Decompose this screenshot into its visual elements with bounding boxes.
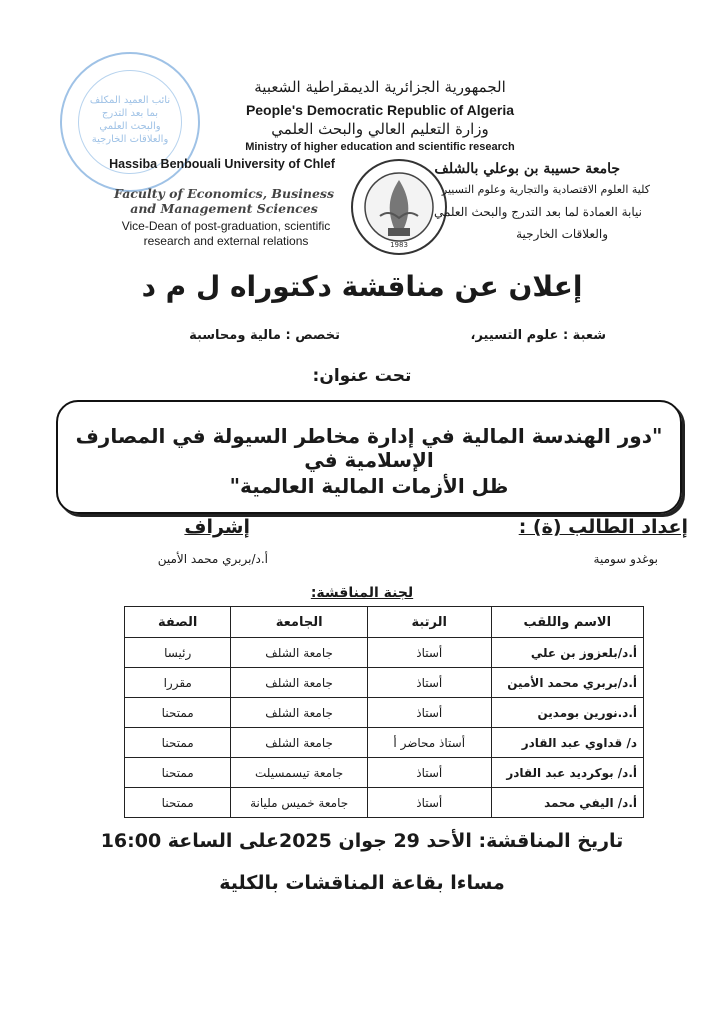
thesis-title-line2: ظل الأزمات المالية العالمية" xyxy=(229,474,509,498)
supervision-label: إشراف xyxy=(184,516,250,538)
member-rank: أستاذ xyxy=(367,668,491,698)
table-row xyxy=(125,758,644,788)
table-row xyxy=(125,668,644,698)
member-name: أ.د/ بوكرديد عبد القادر xyxy=(491,758,643,788)
member-name: أ.د.نورين بومدين xyxy=(491,698,643,728)
committee-header-row xyxy=(125,607,644,638)
faculty-en: Faculty of Economics, Business and Management Sciences xyxy=(114,186,334,216)
member-university: جامعة الشلف xyxy=(231,668,368,698)
member-rank: أستاذ محاضر أ xyxy=(367,728,491,758)
defense-place: مساءا بقاعة المناقشات بالكلية xyxy=(219,872,505,894)
republic-ar: الجمهورية الجزائرية الديمقراطية الشعبية xyxy=(254,78,506,96)
thesis-title-line1: "دور الهندسة المالية في إدارة مخاطر السيولة في المصارف الإسلامية في xyxy=(75,424,663,472)
branch-label: شعبة : علوم التسيير، xyxy=(470,328,606,343)
ministry-ar: وزارة التعليم العالي والبحث العلمي xyxy=(271,120,489,138)
member-rank: أستاذ xyxy=(367,638,491,668)
vicedean-ar-line1: نيابة العمادة لما بعد التدرج والبحث العلمي xyxy=(433,205,642,219)
header-role: الصفة xyxy=(125,607,231,638)
member-rank: أستاذ xyxy=(367,698,491,728)
member-rank: أستاذ xyxy=(367,758,491,788)
stamp-text: نائب العميد المكلف بما بعد التدرج والبحث العلمي والعلاقات الخارجية xyxy=(89,95,171,145)
member-university: جامعة تيسمسيلت xyxy=(231,758,368,788)
committee-table xyxy=(124,606,644,818)
student-name: بوغدو سومية xyxy=(593,552,658,566)
member-university: جامعة الشلف xyxy=(231,638,368,668)
supervisor-name: أ.د/بربري محمد الأمين xyxy=(157,552,268,566)
header-rank: الرتبة xyxy=(367,607,491,638)
specialty-label: تخصص : مالية ومحاسبة xyxy=(189,328,340,343)
vicedean-en: Vice-Dean of post-graduation, scientific research and external relations xyxy=(121,219,331,248)
republic-en: People's Democratic Republic of Algeria xyxy=(245,102,515,118)
table-row xyxy=(125,788,644,818)
university-ar: جامعة حسيبة بن بوعلي بالشلف xyxy=(434,161,620,177)
member-role: رئيسا xyxy=(125,638,231,668)
member-name: أ.د/بربري محمد الأمين xyxy=(491,668,643,698)
faculty-ar: كلية العلوم الاقتصادية والتجارية وعلوم التسيير xyxy=(441,183,650,196)
announcement-title: إعلان عن مناقشة دكتوراه ل م د xyxy=(141,270,583,303)
member-role: ممتحنا xyxy=(125,698,231,728)
logo-year: 1983 xyxy=(390,241,408,249)
table-row xyxy=(125,698,644,728)
vicedean-ar-line2: والعلاقات الخارجية xyxy=(516,227,608,241)
member-name: أ.د/بلعزوز بن علي xyxy=(491,638,643,668)
header-university: الجامعة xyxy=(231,607,368,638)
member-role: ممتحنا xyxy=(125,728,231,758)
member-role: مقررا xyxy=(125,668,231,698)
defense-date: تاريخ المناقشة: الأحد 29 جوان 2025على الساعة 16:00 xyxy=(100,830,624,852)
committee-label: لجنة المناقشة: xyxy=(310,585,414,601)
member-university: جامعة خميس مليانة xyxy=(231,788,368,818)
table-row xyxy=(125,728,644,758)
member-name: أ.د/ اليفي محمد xyxy=(491,788,643,818)
member-rank: أستاذ xyxy=(367,788,491,818)
under-title-label: تحت عنوان: xyxy=(312,366,412,386)
member-role: ممتحنا xyxy=(125,758,231,788)
header-name: الاسم واللقب xyxy=(491,607,643,638)
table-row xyxy=(125,638,644,668)
member-role: ممتحنا xyxy=(125,788,231,818)
member-university: جامعة الشلف xyxy=(231,698,368,728)
ministry-en: Ministry of higher education and scientific research xyxy=(245,141,515,153)
member-name: د/ قداوي عبد القادر xyxy=(491,728,643,758)
prepared-by-label: إعداد الطالب (ة) : xyxy=(518,516,688,538)
member-university: جامعة الشلف xyxy=(231,728,368,758)
university-en: Hassiba Benbouali University of Chlef xyxy=(109,157,335,171)
